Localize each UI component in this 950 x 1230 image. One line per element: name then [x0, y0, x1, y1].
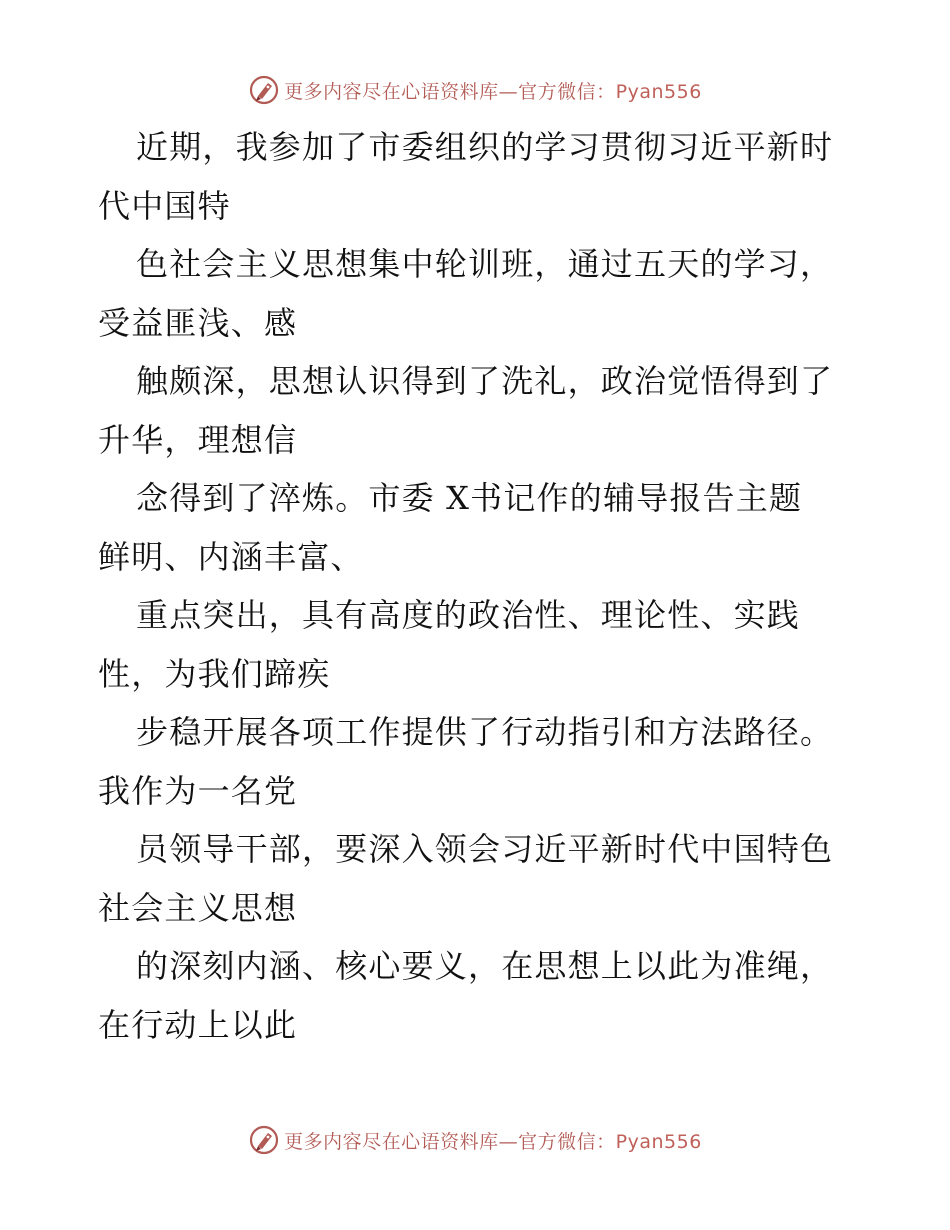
pen-nib-circle-icon — [248, 1124, 280, 1156]
text-line: 社会主义思想 — [98, 888, 298, 927]
text-line: 近期，我参加了市委组织的学习贯彻习近平新时 — [136, 128, 834, 166]
text-line: 受益匪浅、感 — [98, 303, 298, 342]
watermark-text: 更多内容尽在心语资料库—官方微信： — [284, 1130, 616, 1153]
watermark-wechat-id: Pyan556 — [615, 1130, 702, 1153]
watermark-wechat-id: Pyan556 — [615, 80, 702, 103]
text-line: 触颇深，思想认识得到了洗礼，政治觉悟得到了 — [136, 362, 834, 400]
text-line: 员领导干部，要深入领会习近平新时代中国特色 — [136, 830, 834, 868]
text-line: 升华，理想信 — [98, 420, 298, 459]
text-line: 色社会主义思想集中轮训班，通过五天的学习， — [136, 245, 834, 283]
text-line: 在行动上以此 — [98, 1005, 298, 1044]
text-line: 性，为我们蹄疾 — [98, 654, 331, 693]
text-line: 步稳开展各项工作提供了行动指引和方法路径。 — [136, 713, 834, 751]
text-line: 念得到了淬炼。市委 X书记作的辅导报告主题 — [136, 479, 803, 517]
footer-watermark — [0, 1122, 950, 1158]
text-line: 代中国特 — [98, 186, 231, 225]
document-body — [98, 118, 858, 1054]
pen-nib-circle-icon — [248, 74, 280, 106]
watermark-text: 更多内容尽在心语资料库—官方微信： — [284, 80, 616, 103]
text-line: 重点突出，具有高度的政治性、理论性、实践 — [136, 596, 801, 634]
text-line: 的深刻内涵、核心要义，在思想上以此为准绳， — [136, 947, 834, 985]
text-line: 我作为一名党 — [98, 771, 298, 810]
header-watermark — [0, 72, 950, 108]
text-line: 鲜明、内涵丰富、 — [98, 537, 364, 576]
